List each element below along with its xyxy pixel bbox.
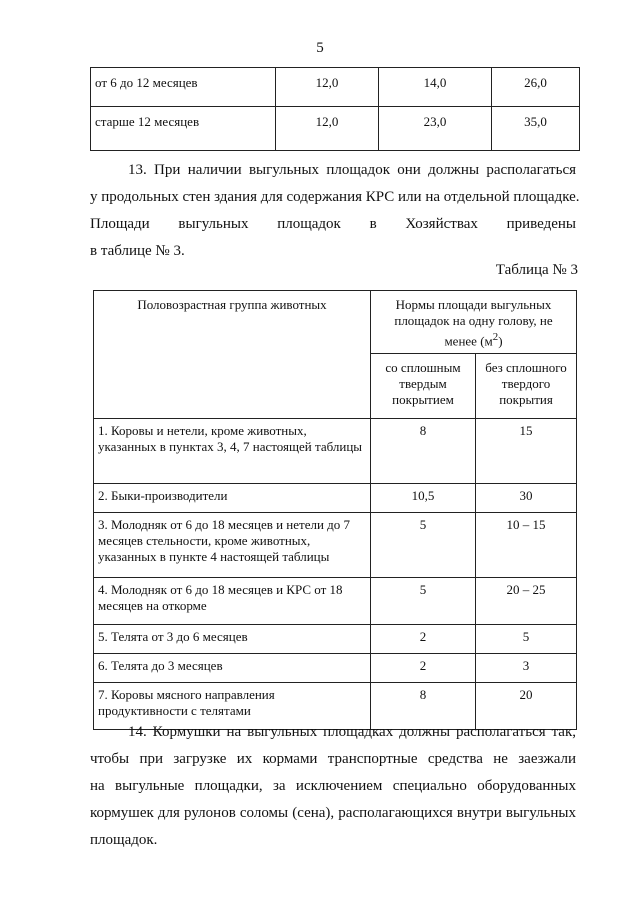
row-label: 5. Телята от 3 до 6 месяцев [94,625,371,654]
table-row [94,513,577,578]
cell-value: 15 [476,419,577,484]
cell-value: 5 [371,513,476,578]
row-label: старше 12 месяцев [91,107,276,151]
cell-value: 3 [476,654,577,683]
table-row [94,484,577,513]
cell-value: 12,0 [276,68,379,107]
paragraph-13 [90,157,580,265]
cell-value: 10 – 15 [476,513,577,578]
continued-table [90,67,580,151]
page-number: 5 [316,40,324,56]
header-norms-line: площадок на одну голову, не [394,313,553,328]
row-label: 7. Коровы мясного направления продуктивности с телятами [94,683,371,730]
table-row [94,578,577,625]
table-row [94,419,577,484]
table-header-row [94,291,577,354]
row-label: 3. Молодняк от 6 до 18 месяцев и нетели до 7 месяцев стельности, кроме животных, указанных в пункте 4 настоящей таблицы [94,513,371,578]
paragraph-line: на выгульные площадки, за исключением специально оборудованных [90,778,576,794]
cell-value: 8 [371,683,476,730]
table-row [94,654,577,683]
header-norms [371,291,577,354]
cell-value: 2 [371,654,476,683]
paragraph-line: Площади выгульных площадок в Хозяйствах приведены [90,216,576,232]
table-row [91,68,580,107]
paragraph-line: кормушек для рулонов соломы (сена), располагающихся внутри выгульных [90,805,576,821]
paragraph-line: в таблице № 3. [90,243,185,259]
cell-value: 23,0 [379,107,492,151]
cell-value: 35,0 [492,107,580,151]
table-3 [93,290,577,730]
cell-value: 20 [476,683,577,730]
cell-value: 20 – 25 [476,578,577,625]
table-row [91,107,580,151]
paragraph-line: чтобы при загрузке их кормами транспортные средства не заезжали [90,751,576,767]
row-label: 1. Коровы и нетели, кроме животных, указанных в пунктах 3, 4, 7 настоящей таблицы [94,419,371,484]
cell-value: 10,5 [371,484,476,513]
header-norms-line: менее (м [444,333,493,349]
cell-value: 12,0 [276,107,379,151]
cell-value: 30 [476,484,577,513]
row-label: от 6 до 12 месяцев [91,68,276,107]
row-label: 6. Телята до 3 месяцев [94,654,371,683]
superscript: 2 [492,331,499,343]
cell-value: 5 [476,625,577,654]
cell-value: 5 [371,578,476,625]
paragraph-line: 14. Кормушки на выгульных площадках должны располагаться так, [128,724,576,740]
header-group: Половозрастная группа животных [94,291,371,419]
cell-value: 8 [371,419,476,484]
paragraph-line: у продольных стен здания для содержания КРС или на отдельной площадке. [90,189,580,205]
row-label: 2. Быки-производители [94,484,371,513]
paragraph-line: 13. При наличии выгульных площадок они должны располагаться [128,162,576,178]
header-solid-cover: со сплошным твердым покрытием [371,354,476,419]
table-row [94,625,577,654]
table-caption: Таблица № 3 [495,262,578,278]
cell-value: 26,0 [492,68,580,107]
row-label: 4. Молодняк от 6 до 18 месяцев и КРС от 18 месяцев на откорме [94,578,371,625]
paragraph-line: площадок. [90,832,158,848]
header-norms-close: ) [498,333,503,349]
header-no-solid-cover: без сплошного твердого покрытия [476,354,577,419]
cell-value: 14,0 [379,68,492,107]
header-norms-line: Нормы площади выгульных [395,297,552,312]
paragraph-14 [90,719,576,854]
cell-value: 2 [371,625,476,654]
